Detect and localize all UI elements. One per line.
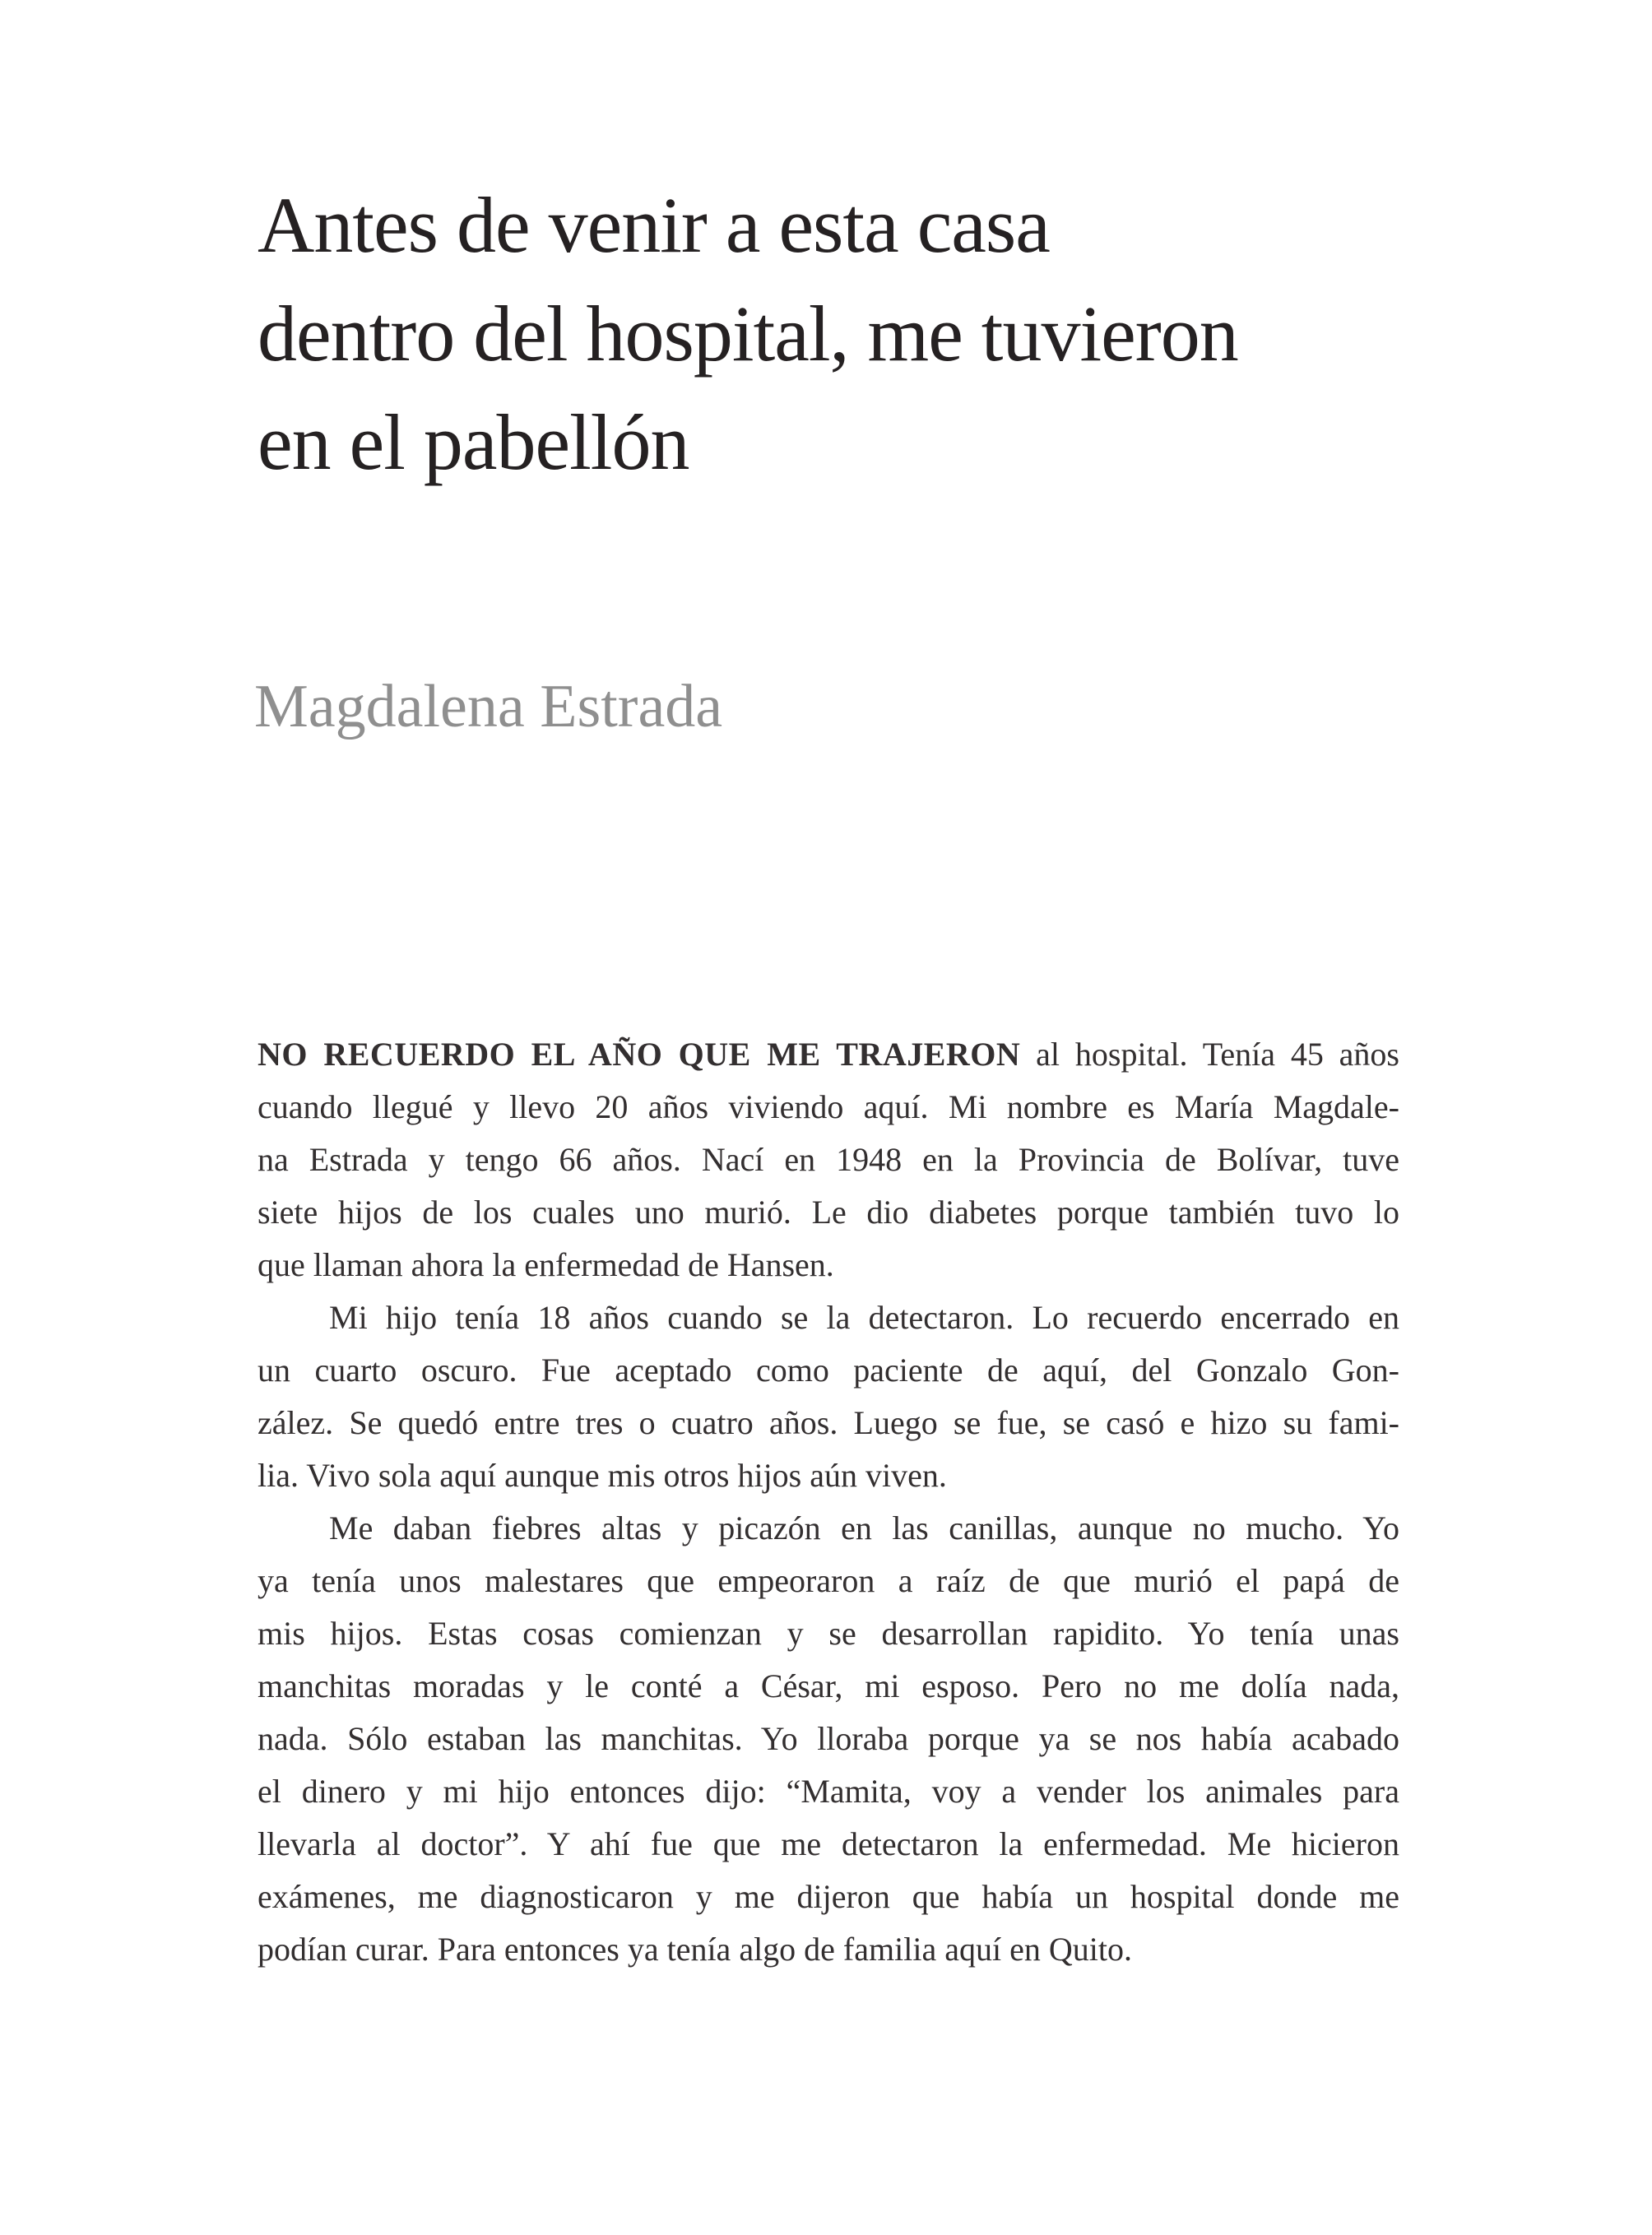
- text-line: zález. Se quedó entre tres o cuatro años. Luego se fue, se casó e hizo su fami-: [258, 1404, 1399, 1441]
- text-line: na Estrada y tengo 66 años. Nací en 1948 en la Provincia de Bolívar, tuve: [258, 1141, 1399, 1178]
- text-line: ya tenía unos malestares que empeoraron a raíz de que murió el papá de: [258, 1562, 1399, 1599]
- paragraph: [258, 1502, 1399, 1976]
- text-line: mis hijos. Estas cosas comienzan y se desarrollan rapidito. Yo tenía unas: [258, 1615, 1399, 1652]
- text-line: Me daban fiebres altas y picazón en las canillas, aunque no mucho. Yo: [329, 1509, 1399, 1546]
- text-line: cuando llegué y llevo 20 años viviendo aquí. Mi nombre es María Magdale-: [258, 1088, 1399, 1125]
- paragraph: [258, 1028, 1399, 1291]
- body-text: [258, 1028, 1399, 1976]
- text-line: llevarla al doctor”. Y ahí fue que me detectaron la enfermedad. Me hicieron: [258, 1825, 1399, 1862]
- text-line: el dinero y mi hijo entonces dijo: “Mamita, voy a vender los animales para: [258, 1773, 1399, 1810]
- text-line: Mi hijo tenía 18 años cuando se la detectaron. Lo recuerdo encerrado en: [329, 1299, 1399, 1336]
- text-line: exámenes, me diagnosticaron y me dijeron que había un hospital donde me: [258, 1878, 1399, 1915]
- paragraph: [258, 1291, 1399, 1502]
- text-line: siete hijos de los cuales uno murió. Le dio diabetes porque también tuvo lo: [258, 1194, 1399, 1231]
- chapter-title-line: dentro del hospital, me tuvieron: [258, 290, 1238, 378]
- text-line: un cuarto oscuro. Fue aceptado como paciente de aquí, del Gonzalo Gon-: [258, 1352, 1399, 1389]
- text-line: manchitas moradas y le conté a César, mi esposo. Pero no me dolía nada,: [258, 1667, 1399, 1704]
- text-line: lia. Vivo sola aquí aunque mis otros hijos aún viven.: [258, 1457, 947, 1494]
- chapter-title-line: Antes de venir a esta casa: [258, 181, 1050, 269]
- chapter-title-line: en el pabellón: [258, 398, 689, 486]
- bold-lead-in: NO RECUERDO EL AÑO QUE ME TRAJERON: [258, 1036, 1021, 1073]
- chapter-title: [258, 171, 1238, 497]
- text-line: que llaman ahora la enfermedad de Hansen.: [258, 1246, 834, 1283]
- author-name: Magdalena Estrada: [254, 673, 723, 740]
- text-line: nada. Sólo estaban las manchitas. Yo lloraba porque ya se nos había acabado: [258, 1720, 1399, 1757]
- text-line: podían curar. Para entonces ya tenía algo de familia aquí en Quito.: [258, 1931, 1132, 1968]
- text-line: NO RECUERDO EL AÑO QUE ME TRAJERON al hospital. Tenía 45 años: [258, 1036, 1399, 1073]
